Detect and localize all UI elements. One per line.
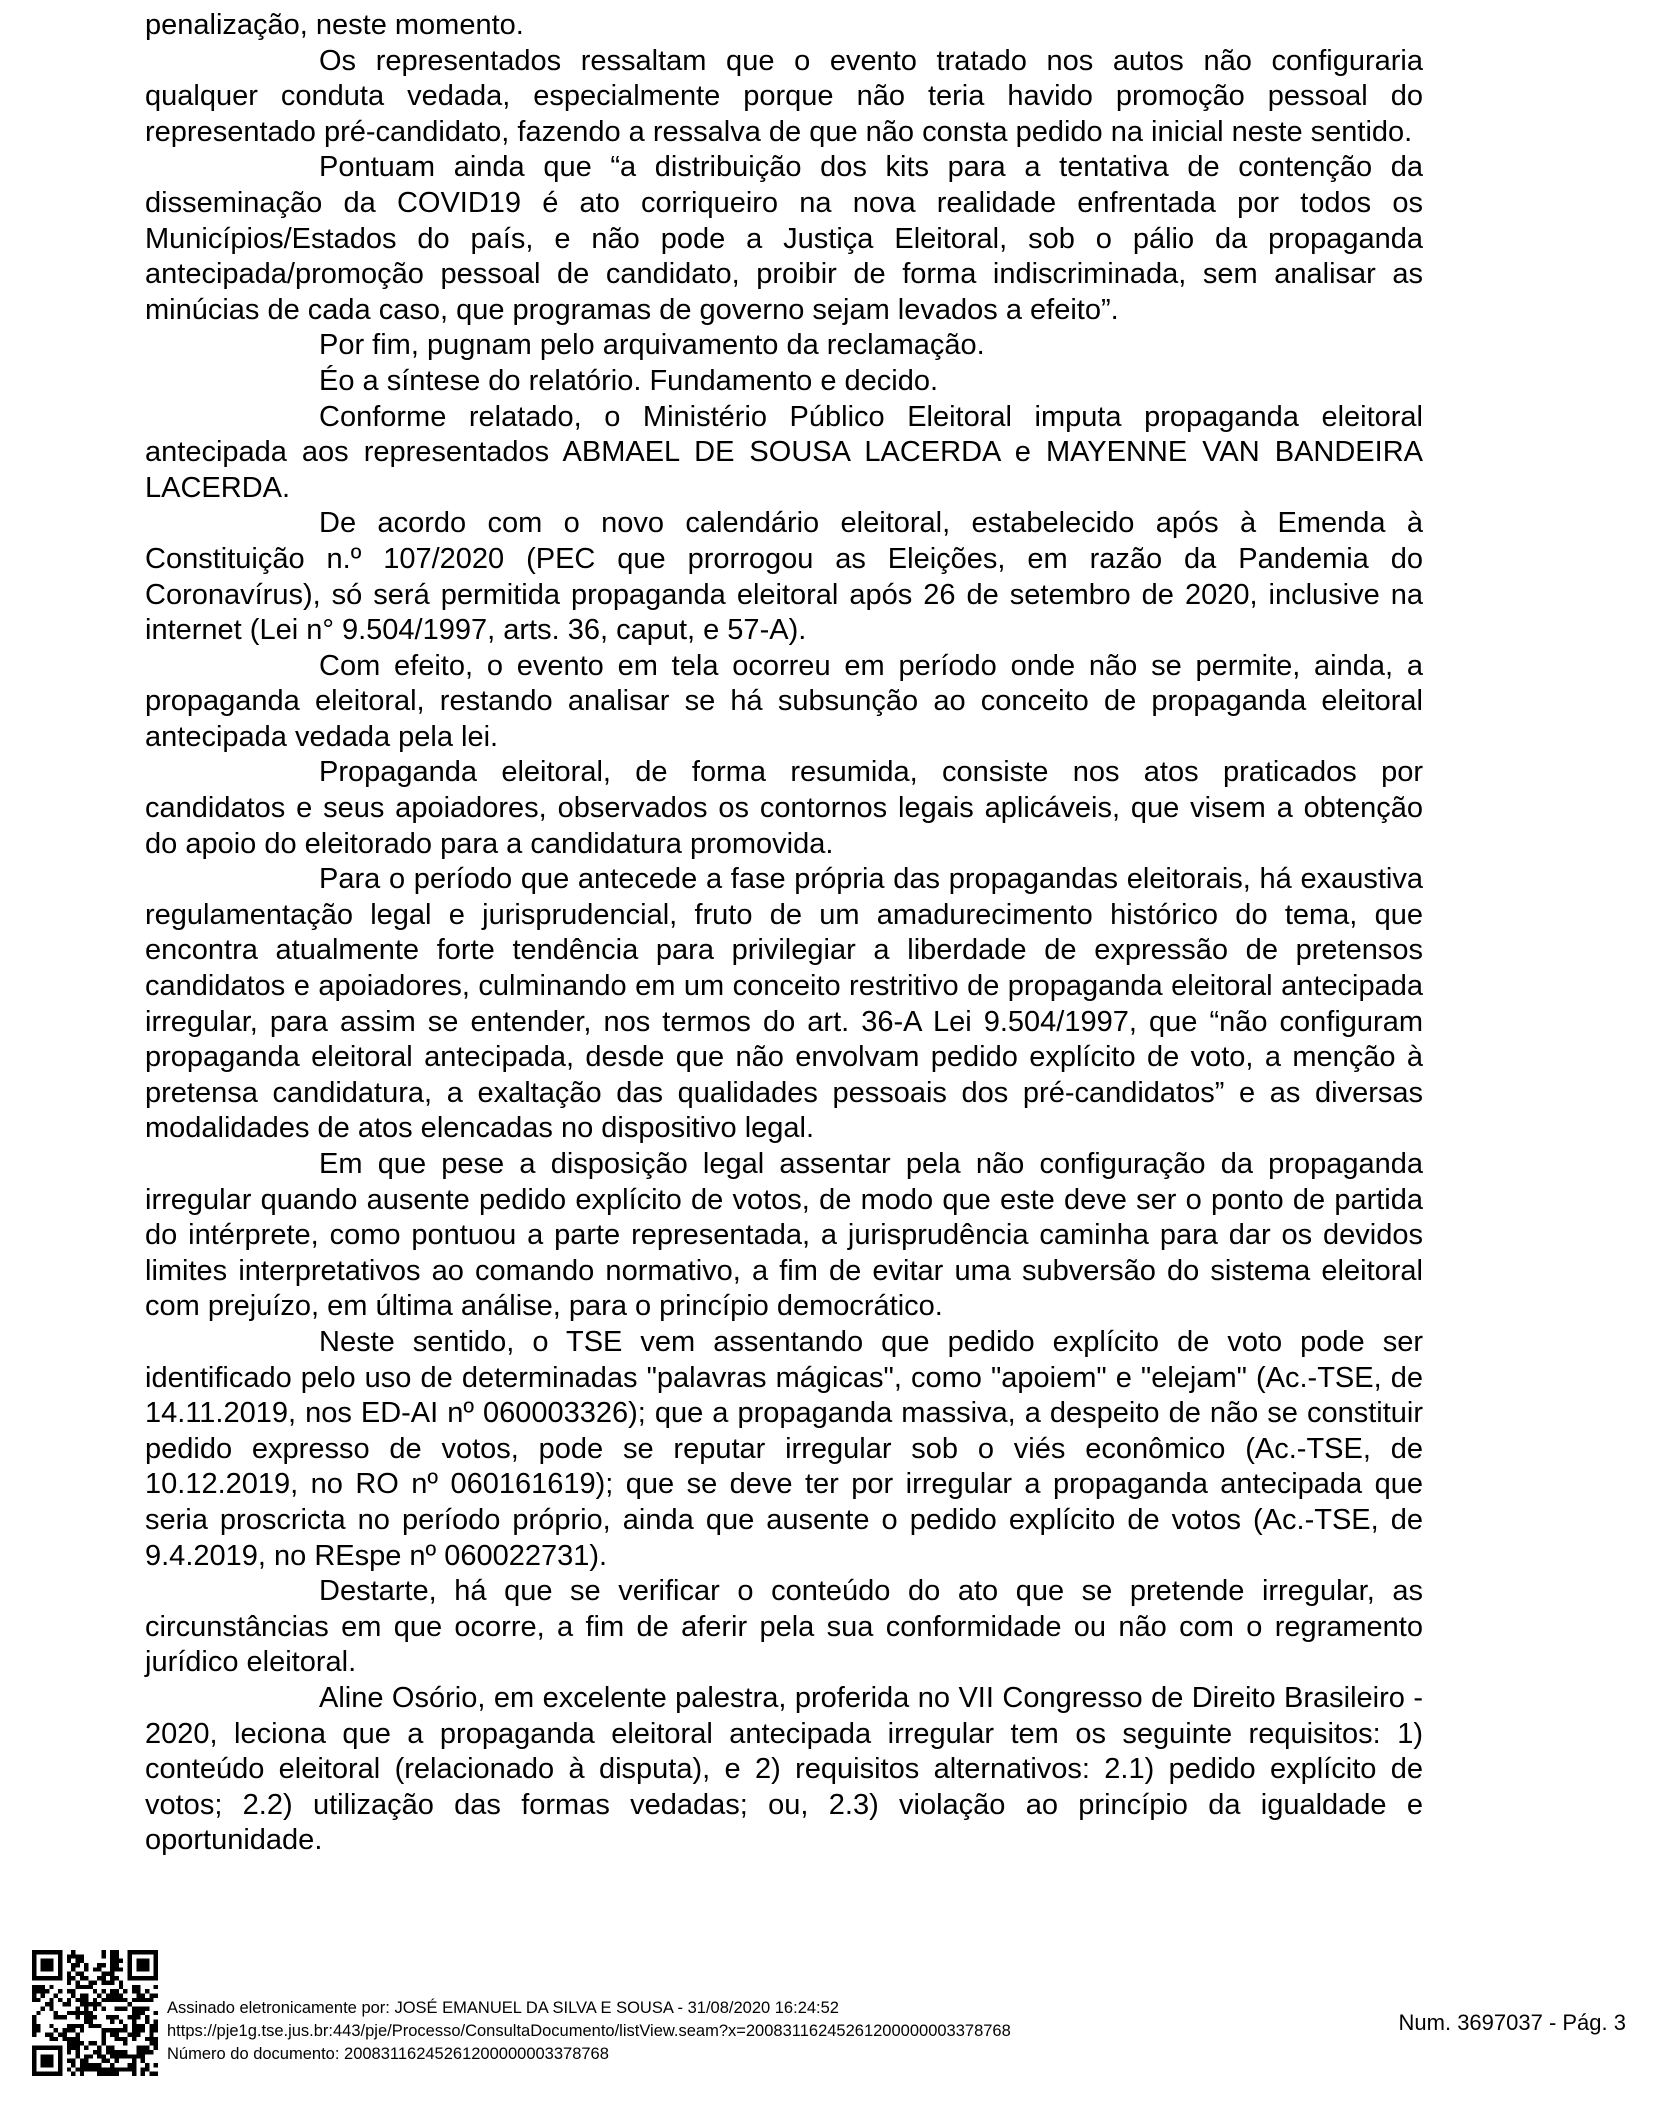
- qr-code-icon: [32, 1950, 158, 2076]
- paragraph: penalização, neste momento.: [145, 9, 524, 41]
- paragraph: Pontuam ainda que “a distribuição dos kits para a tentativa de contenção da disseminação da COVID19 é ato corriqueiro na nova realidade enfrentada por todos os Municípios/Estados do país, e não pode a Justiça Eleitoral, sob o pálio da propaganda antecipada/promoção pessoal de candidato, proibir de forma indiscriminada, sem analisar as minúcias de cada caso, que programas de governo sejam levados a efeito”.: [145, 151, 1423, 326]
- paragraph: Com efeito, o evento em tela ocorreu em período onde não se permite, ainda, a propaganda eleitoral, restando analisar se há subsunção ao conceito de propaganda eleitoral antecipada vedada pela lei.: [145, 649, 1423, 753]
- document-url: https://pje1g.tse.jus.br:443/pje/Processo/ConsultaDocumento/listView.seam?x=20083116245261200000003378768: [167, 2022, 1011, 2040]
- paragraph: Aline Osório, em excelente palestra, proferida no VII Congresso de Direito Brasileiro - 2020, leciona que a propaganda eleitoral antecipada irregular tem os seguinte requisitos: 1) conteúdo eleitoral (relacionado à disputa), e 2) requisitos alternativos: 2.1) pedido explícito de votos; 2.2) utilização das formas vedadas; ou, 2.3) violação ao princípio da igualdade e oportunidade.: [145, 1681, 1423, 1857]
- paragraph: Por fim, pugnam pelo arquivamento da reclamação.: [319, 329, 985, 362]
- page-number: Num. 3697037 - Pág. 3: [1398, 2010, 1626, 2035]
- paragraph: Para o período que antecede a fase própria das propagandas eleitorais, há exaustiva regulamentação legal e jurisprudencial, fruto de um amadurecimento histórico do tema, que encontra atualmente forte tendência para privilegiar a liberdade de expressão de pretensos candidatos e apoiadores, culminando em um conceito restritivo de propaganda eleitoral antecipada irregular, para assim se entender, nos termos do art. 36-A Lei 9.504/1997, que “não configuram propaganda eleitoral antecipada, desde que não envolvam pedido explícito de voto, a menção à pretensa candidatura, a exaltação das qualidades pessoais dos pré-candidatos” e as diversas modalidades de atos elencadas no dispositivo legal.: [145, 863, 1423, 1145]
- document-body: [145, 8, 1423, 1859]
- signature-block: [167, 1997, 1011, 2066]
- paragraph: Éo a síntese do relatório. Fundamento e decido.: [319, 364, 939, 397]
- paragraph: Em que pese a disposição legal assentar pela não configuração da propaganda irregular quando ausente pedido explícito de votos, de modo que este deve ser o ponto de partida do intérprete, como pontuou a parte representada, a jurisprudência caminha para dar os devidos limites interpretativos ao comando normativo, a fim de evitar uma subversão do sistema eleitoral com prejuízo, em última análise, para o princípio democrático.: [145, 1148, 1423, 1323]
- paragraph: Os representados ressaltam que o evento tratado nos autos não configuraria qualquer conduta vedada, especialmente porque não teria havido promoção pessoal do representado pré-candidato, fazendo a ressalva de que não consta pedido na inicial neste sentido.: [145, 44, 1423, 148]
- paragraph: De acordo com o novo calendário eleitoral, estabelecido após à Emenda à Constituição n.º 107/2020 (PEC que prorrogou as Eleições, em razão da Pandemia do Coronavírus), só será permitida propaganda eleitoral após 26 de setembro de 2020, inclusive na internet (Lei n° 9.504/1997, arts. 36, caput, e 57-A).: [145, 507, 1423, 647]
- paragraph: Neste sentido, o TSE vem assentando que pedido explícito de voto pode ser identificado pelo uso de determinadas "palavras mágicas", como "apoiem" e "elejam" (Ac.-TSE, de 14.11.2019, nos ED-AI nº 060003326); que a propaganda massiva, a despeito de não se constituir pedido expresso de votos, pode se reputar irregular sob o viés econômico (Ac.-TSE, de 10.12.2019, no RO nº 060161619); que se deve ter por irregular a propaganda antecipada que seria proscricta no período próprio, ainda que ausente o pedido explícito de votos (Ac.-TSE, de 9.4.2019, no REspe nº 060022731).: [145, 1325, 1423, 1572]
- signed-by-text: Assinado eletronicamente por: JOSÉ EMANUEL DA SILVA E SOUSA - 31/08/2020 16:24:52: [167, 1999, 839, 2017]
- paragraph: Conforme relatado, o Ministério Público Eleitoral imputa propaganda eleitoral antecipada aos representados ABMAEL DE SOUSA LACERDA e MAYENNE VAN BANDEIRA LACERDA.: [145, 400, 1423, 504]
- paragraph: Propaganda eleitoral, de forma resumida, consiste nos atos praticados por candidatos e seus apoiadores, observados os contornos legais aplicáveis, que visem a obtenção do apoio do eleitorado para a candidatura promovida.: [145, 756, 1423, 860]
- document-number: Número do documento: 20083116245261200000003378768: [167, 2045, 609, 2063]
- paragraph: Destarte, há que se verificar o conteúdo do ato que se pretende irregular, as circunstâncias em que ocorre, a fim de aferir pela sua conformidade ou não com o regramento jurídico eleitoral.: [145, 1575, 1423, 1679]
